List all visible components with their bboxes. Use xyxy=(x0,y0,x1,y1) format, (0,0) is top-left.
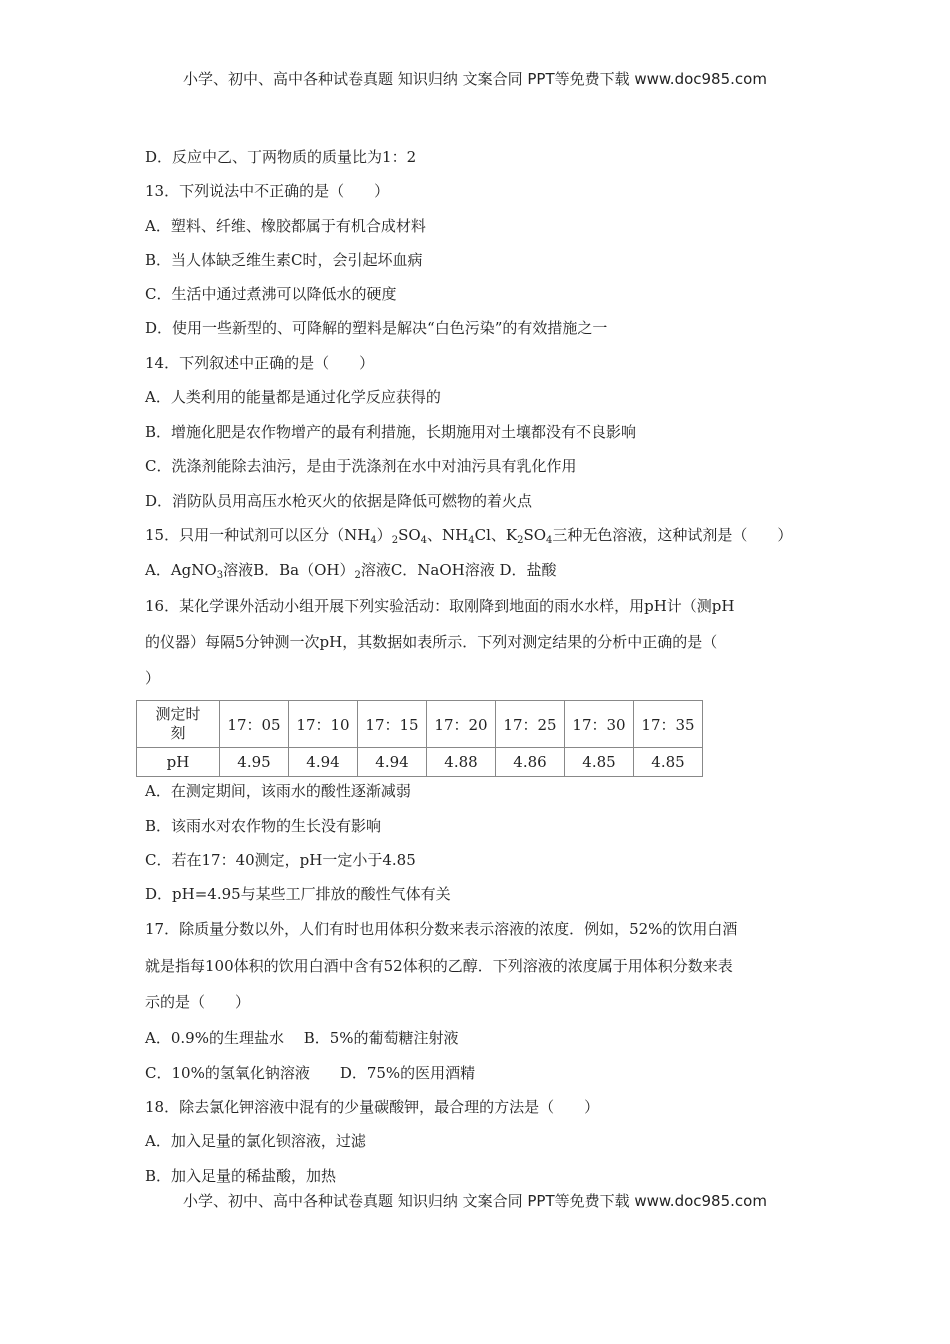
time-cell: 17：25 xyxy=(496,701,565,748)
ph-value-cell: 4.95 xyxy=(220,748,289,777)
ph-value-cell: 4.85 xyxy=(634,748,703,777)
q16-stem-line2: 的仪器）每隔5分钟测一次pH，其数据如表所示．下列对测定结果的分析中正确的是（ xyxy=(145,633,718,651)
ph-value-cell: 4.94 xyxy=(358,748,427,777)
table-ph-row xyxy=(137,748,703,777)
q13-option-a: A．塑料、纤维、橡胶都属于有机合成材料 xyxy=(145,217,426,235)
q13-option-b: B．当人体缺乏维生素C时，会引起坏血病 xyxy=(145,251,423,269)
q16-option-a: A．在测定期间，该雨水的酸性逐渐减弱 xyxy=(145,782,411,800)
q14-stem: 14．下列叙述中正确的是（ ） xyxy=(145,354,375,372)
time-cell: 17：20 xyxy=(427,701,496,748)
page-header: 小学、初中、高中各种试卷真题 知识归纳 文案合同 PPT等免费下载 www.doc985.com xyxy=(183,70,767,88)
q13-stem: 13．下列说法中不正确的是（ ） xyxy=(145,182,390,200)
time-cell: 17：35 xyxy=(634,701,703,748)
ph-value-cell: 4.88 xyxy=(427,748,496,777)
q18-stem: 18．除去氯化钾溶液中混有的少量碳酸钾，最合理的方法是（ ） xyxy=(145,1098,600,1116)
q14-option-a: A．人类利用的能量都是通过化学反应获得的 xyxy=(145,388,441,406)
ph-value-cell: 4.94 xyxy=(289,748,358,777)
q17-stem-line1: 17．除质量分数以外，人们有时也用体积分数来表示溶液的浓度．例如，52%的饮用白酒 xyxy=(145,920,738,938)
q17-stem-line3: 示的是（ ） xyxy=(145,993,251,1011)
ph-label-cell: pH xyxy=(137,748,220,777)
q14-option-b: B．增施化肥是农作物增产的最有利措施，长期施用对土壤都没有不良影响 xyxy=(145,423,637,441)
time-cell: 17：15 xyxy=(358,701,427,748)
q16-stem-line3: ） xyxy=(145,669,161,687)
time-cell: 17：10 xyxy=(289,701,358,748)
q13-option-c: C．生活中通过煮沸可以降低水的硬度 xyxy=(145,285,397,303)
table-header-row xyxy=(137,701,703,748)
q16-option-b: B．该雨水对农作物的生长没有影响 xyxy=(145,817,382,835)
q17-stem-line2: 就是指每100体积的饮用白酒中含有52体积的乙醇．下列溶液的浓度属于用体积分数来表 xyxy=(145,957,733,975)
q15-options: A．AgNO$_3$溶液B．$Ba(OH)_2$溶液C．NaOH溶液 D．盐酸 xyxy=(145,561,557,581)
time-cell: 17：30 xyxy=(565,701,634,748)
q14-option-c: C．洗涤剂能除去油污，是由于洗涤剂在水中对油污具有乳化作用 xyxy=(145,457,577,475)
q16-stem-line1: 16．某化学课外活动小组开展下列实验活动：取刚降到地面的雨水水样，用pH计（测pH xyxy=(145,597,735,615)
q12-option-d: D．反应中乙、丁两物质的质量比为1：2 xyxy=(145,148,417,166)
q16-option-d: D．pH=4.95与某些工厂排放的酸性气体有关 xyxy=(145,885,451,903)
page-footer: 小学、初中、高中各种试卷真题 知识归纳 文案合同 PPT等免费下载 www.doc985.com xyxy=(183,1192,767,1210)
q17-options-ab: A．0.9%的生理盐水 B．5%的葡萄糖注射液 xyxy=(145,1029,459,1047)
ph-value-cell: 4.85 xyxy=(565,748,634,777)
q15-stem: 15．只用一种试剂可以区分$(NH_4)_2SO_4$、$NH_4Cl$、$K_2SO_4$三种无色溶液，这种试剂是（ ） xyxy=(145,526,793,546)
q16-option-c: C．若在17：40测定，pH一定小于4.85 xyxy=(145,851,416,869)
time-header-cell: 测定时 刻 xyxy=(137,701,220,748)
q17-options-cd: C．10%的氢氧化钠溶液 D．75%的医用酒精 xyxy=(145,1064,476,1082)
q18-option-b: B．加入足量的稀盐酸，加热 xyxy=(145,1167,337,1185)
q14-option-d: D．消防队员用高压水枪灭火的依据是降低可燃物的着火点 xyxy=(145,492,533,510)
q18-option-a: A．加入足量的氯化钡溶液，过滤 xyxy=(145,1132,366,1150)
ph-value-cell: 4.86 xyxy=(496,748,565,777)
ph-data-table xyxy=(136,700,703,777)
time-cell: 17：05 xyxy=(220,701,289,748)
q13-option-d: D．使用一些新型的、可降解的塑料是解决“白色污染”的有效措施之一 xyxy=(145,319,608,337)
